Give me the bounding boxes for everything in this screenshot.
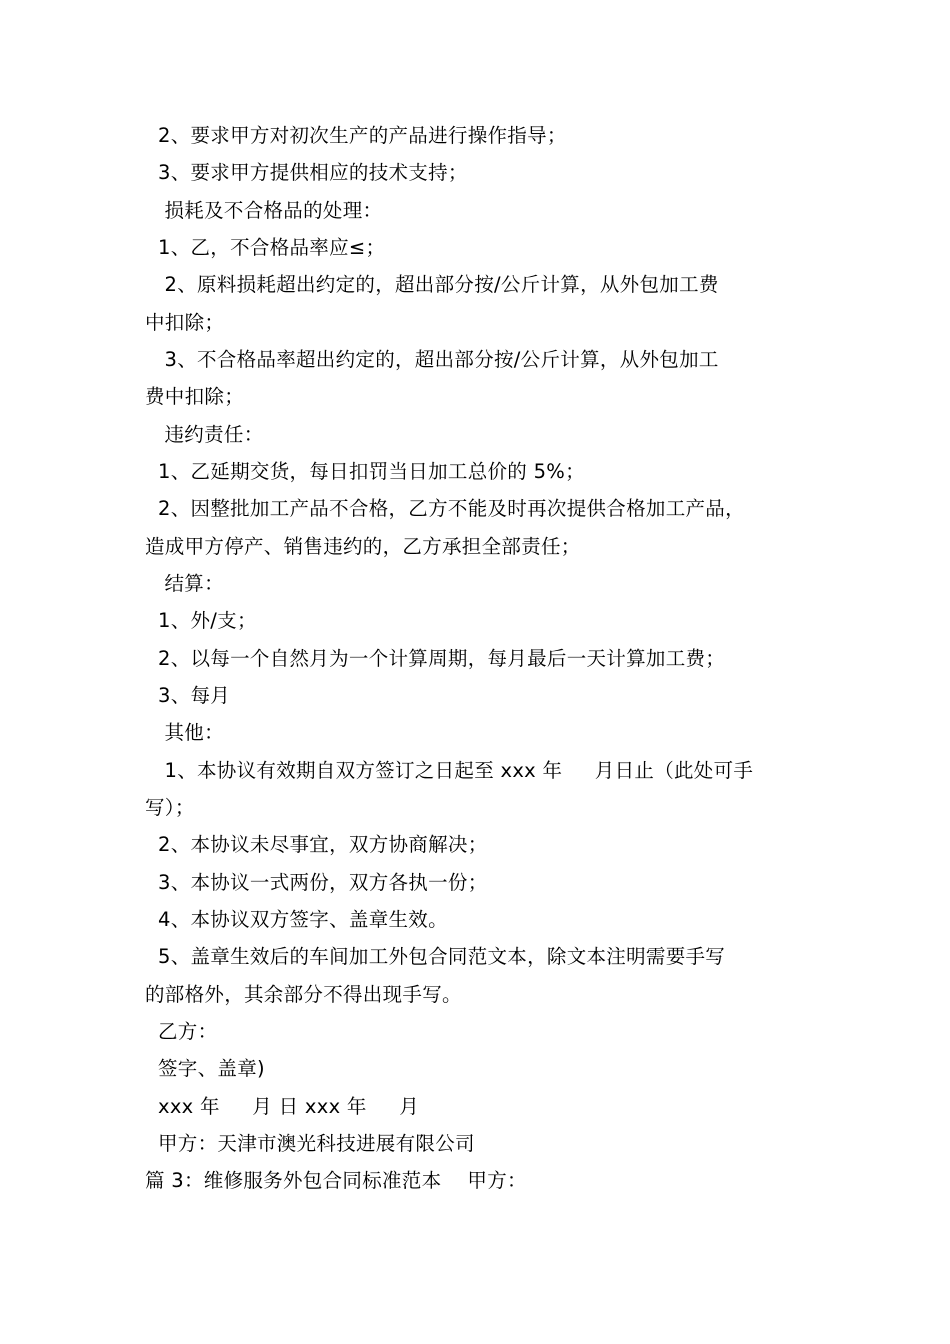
signature-party-b: 乙方：	[145, 1020, 218, 1043]
signature-party-a: 甲方：天津市澳光科技进展有限公司	[145, 1132, 475, 1155]
section-heading: 结算：	[145, 572, 224, 595]
text-line: 费中扣除；	[145, 385, 245, 408]
section-heading: 损耗及不合格品的处理：	[145, 199, 383, 222]
text-line: 1、乙，不合格品率应≤；	[145, 236, 386, 259]
text-line: 的部格外，其余部分不得出现手写。	[145, 983, 462, 1006]
signature-seal-label: 签字、盖章)	[145, 1057, 265, 1080]
text-line: 1、本协议有效期自双方签订之日起至 xxx 年 月日止（此处可手	[145, 759, 754, 782]
section-heading: 违约责任：	[145, 423, 264, 446]
text-line: 2、要求甲方对初次生产的产品进行操作指导；	[145, 124, 567, 147]
text-line: 中扣除；	[145, 311, 225, 334]
text-line: 2、本协议未尽事宜，双方协商解决；	[145, 833, 488, 856]
text-line: 1、乙延期交货，每日扣罚当日加工总价的 5%；	[145, 460, 585, 483]
signature-date-line: xxx 年 月 日 xxx 年 月	[145, 1095, 420, 1118]
text-line: 2、因整批加工产品不合格，乙方不能及时再次提供合格加工产品，	[145, 497, 745, 520]
text-line: 4、本协议双方签字、盖章生效。	[145, 908, 448, 931]
text-line: 3、要求甲方提供相应的技术支持；	[145, 161, 468, 184]
text-line: 3、每月	[145, 684, 231, 707]
text-line: 造成甲方停产、销售违约的，乙方承担全部责任；	[145, 535, 581, 558]
text-line: 2、原料损耗超出约定的，超出部分按/公斤计算，从外包加工费	[145, 273, 719, 296]
text-line: 1、外/支；	[145, 609, 257, 632]
section-heading: 其他：	[145, 721, 224, 744]
next-chapter-heading: 篇 3：维修服务外包合同标准范本 甲方：	[145, 1169, 527, 1192]
text-line: 3、本协议一式两份，双方各执一份；	[145, 871, 488, 894]
text-line: 3、不合格品率超出约定的，超出部分按/公斤计算，从外包加工	[145, 348, 719, 371]
text-line: 2、以每一个自然月为一个计算周期，每月最后一天计算加工费；	[145, 647, 726, 670]
text-line: 5、盖章生效后的车间加工外包合同范文本，除文本注明需要手写	[145, 945, 726, 968]
text-line: 写）；	[145, 796, 195, 819]
